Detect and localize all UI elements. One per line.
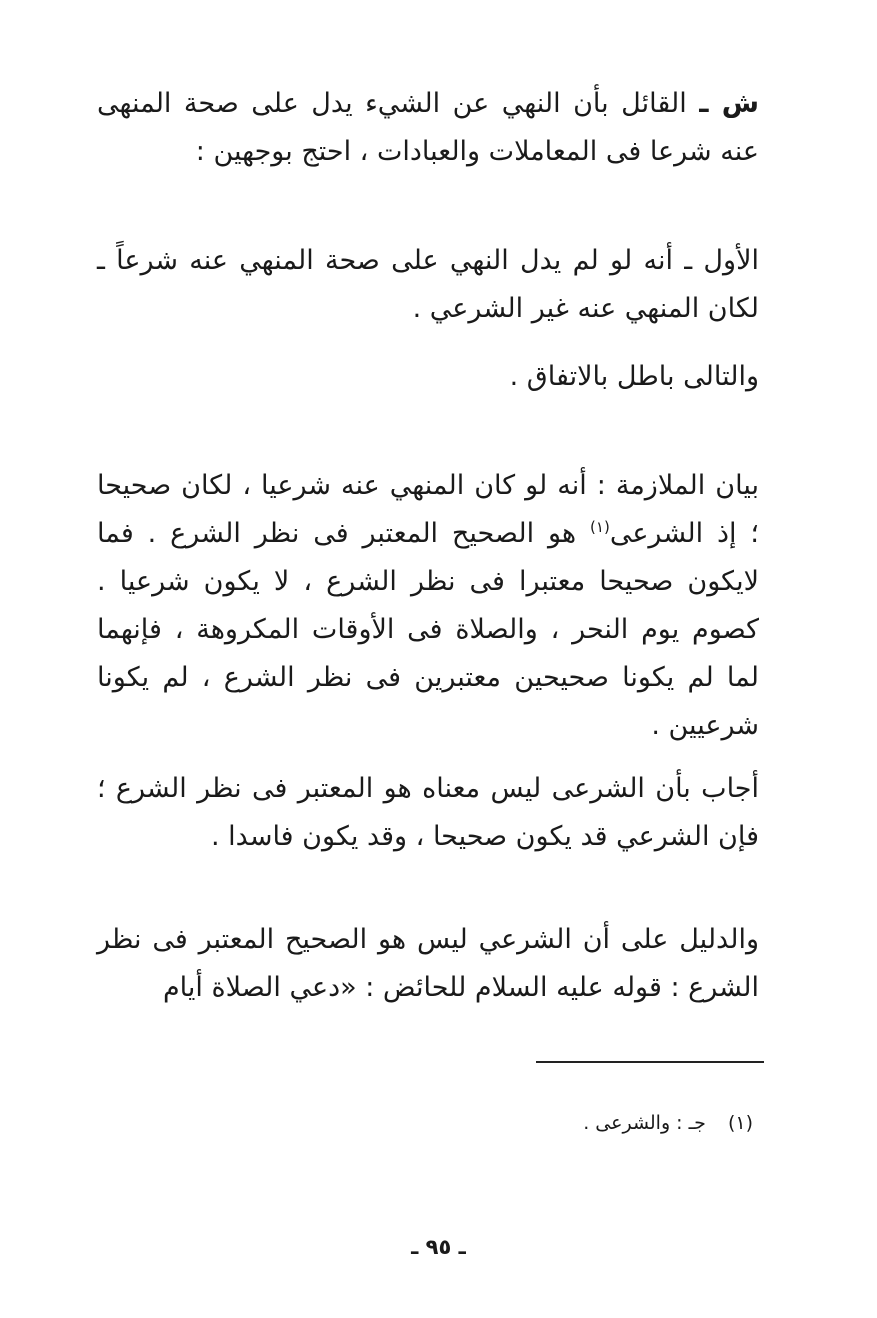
footnote-number: (١) [727,1112,753,1134]
paragraph-2: الأول ـ أنه لو لم يدل النهي على صحة المنهي عنه شرعاً ـ لكان المنهي عنه غير الشرعي . [97,245,759,324]
page-number: ـ ٩٥ ـ [411,1235,466,1259]
footnote-separator [536,1061,764,1063]
paragraph-6: والدليل على أن الشرعي ليس هو الصحيح المعتبر فى نظر الشرع : قوله عليه السلام للحائض : «دعي الصلاة أيام [97,924,759,1003]
paragraph-4-text-b: هو الصحيح المعتبر فى نظر الشرع . فما لايكون صحيحا معتبرا فى نظر الشرع ، لا يكون شرعيا . كصوم يوم النحر ، والصلاة فى الأوقات المكروهة ، فإنهما لما لم يكونا صحيحين معتبرين فى نظر الشرع ، لم يكونا شرعيين . [97,518,759,741]
paragraph-3: والتالى باطل بالاتفاق . [509,361,759,392]
paragraph-lead-marker: ش ـ [699,88,759,119]
paragraph-1 [97,80,759,176]
paragraph-4-text-a: بيان الملازمة : أنه لو كان المنهي عنه شرعيا ، لكان صحيحا ؛ إذ الشرعى [97,470,759,549]
paragraph-4 [97,462,759,750]
footnote-text: جـ : والشرعى . [583,1112,706,1134]
paragraph-1-text: القائل بأن النهي عن الشيء يدل على صحة المنهى عنه شرعا فى المعاملات والعبادات ، احتج بوجهين : [97,88,759,167]
footnote [583,1112,753,1134]
paragraph-5: أجاب بأن الشرعى ليس معناه هو المعتبر فى نظر الشرع ؛ فإن الشرعي قد يكون صحيحا ، وقد يكون فاسدا . [97,773,759,852]
footnote-reference: (١) [590,518,610,536]
